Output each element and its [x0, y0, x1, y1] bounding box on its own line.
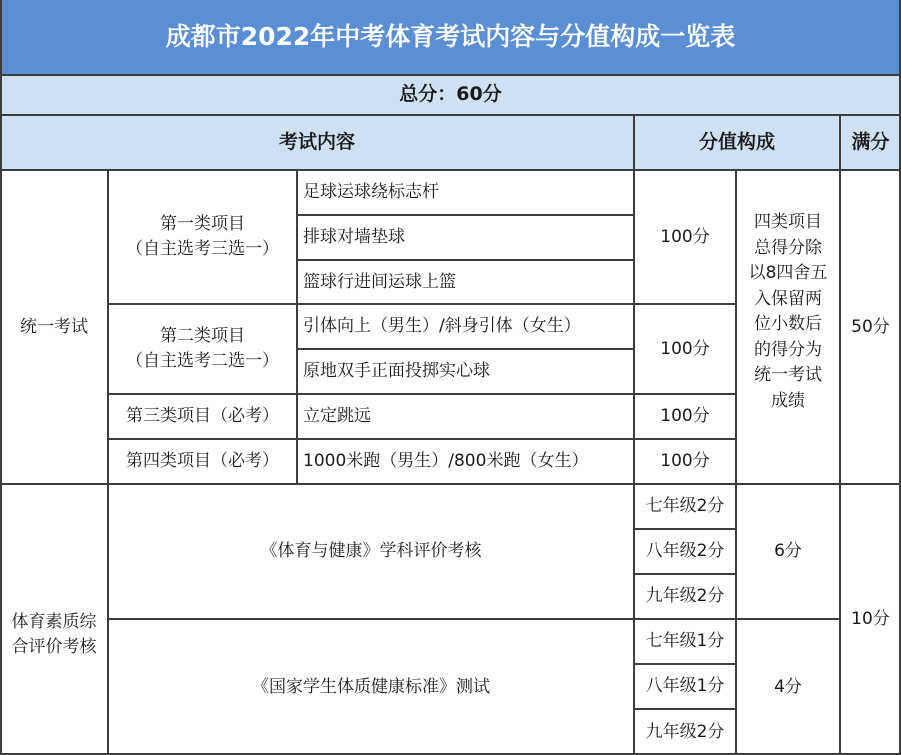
std-grade-8: 八年级1分: [645, 676, 725, 697]
pe-eval-label: 《体育与健康》学科评价考核: [260, 541, 482, 562]
pe-score: 6分: [774, 541, 802, 562]
std-score: 4分: [774, 676, 802, 697]
cat2-item-pullup: 引体向上（男生）/斜身引体（女生）: [303, 316, 581, 337]
cat4-score: 100分: [660, 451, 710, 472]
std-grade-7: 七年级1分: [645, 631, 725, 652]
unified-score-note: 四类项目 总得分除 以8四舍五 入保留两 位小数后 的得分为 统一考试 成绩: [748, 212, 828, 411]
unified-full-score: 50分: [851, 316, 890, 337]
cat3-item: 立定跳远: [303, 406, 371, 427]
cat1-item-volleyball: 排球对墙垫球: [303, 227, 405, 248]
cat2-label: 第二类项目 （自主选考二选一）: [126, 326, 279, 371]
header-content: 考试内容: [0, 115, 634, 170]
quality-eval-label: 体育素质综 合评价考核: [11, 611, 97, 657]
cat3-score: 100分: [660, 406, 710, 427]
pe-grade-7: 七年级2分: [645, 496, 725, 517]
pe-grade-8: 八年级2分: [645, 541, 725, 562]
quality-full-score: 10分: [851, 609, 890, 630]
cat3-label: 第三类项目（必考）: [126, 406, 279, 427]
cat4-label: 第四类项目（必考）: [126, 451, 279, 472]
header-composition: 分值构成: [634, 115, 840, 170]
header-full: 满分: [840, 115, 901, 170]
cat1-item-basketball: 篮球行进间运球上篮: [303, 271, 456, 292]
total-score: 总分：60分: [0, 75, 901, 115]
cat1-score: 100分: [660, 226, 710, 247]
pe-grade-9: 九年级2分: [645, 586, 725, 607]
cat1-label: 第一类项目 （自主选考三选一）: [126, 214, 279, 259]
page-title: 成都市2022年中考体育考试内容与分值构成一览表: [0, 0, 901, 75]
cat1-item-football: 足球运球绕标志杆: [303, 182, 439, 203]
std-grade-9: 九年级2分: [645, 721, 725, 742]
cat2-score: 100分: [660, 338, 710, 359]
unified-exam-label: 统一考试: [20, 316, 88, 337]
cat2-item-medicine-ball: 原地双手正面投掷实心球: [303, 361, 490, 382]
std-test-label: 《国家学生体质健康标准》测试: [252, 676, 490, 697]
cat4-item: 1000米跑（男生）/800米跑（女生）: [303, 451, 589, 472]
